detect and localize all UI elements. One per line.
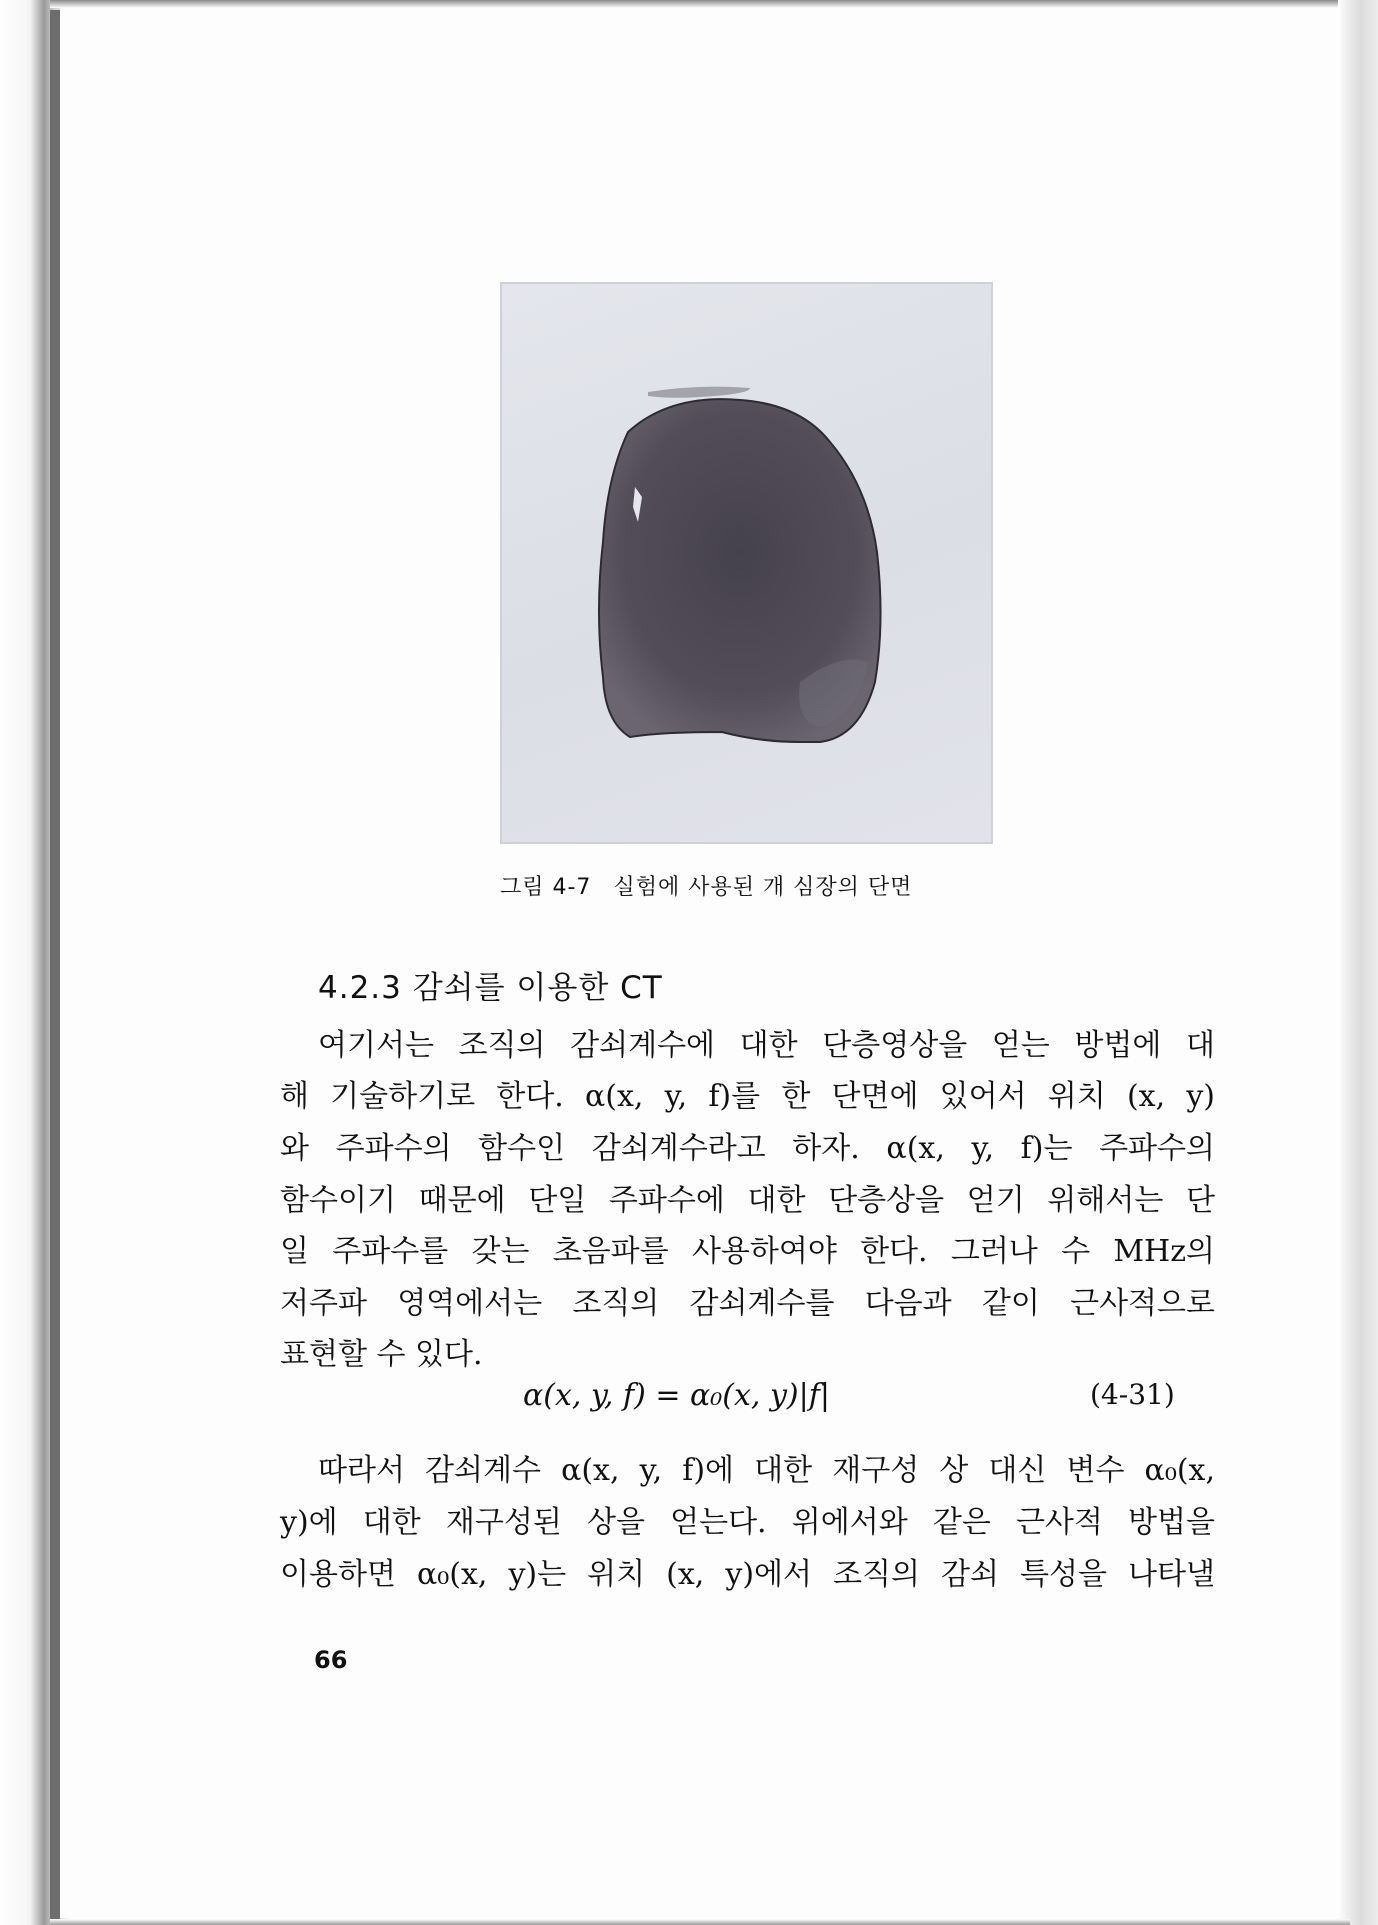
spine-edge — [50, 10, 60, 1920]
paragraph-line: 여기서는 조직의 감쇠계수에 대한 단층영상을 얻는 방법에 대 — [318, 1028, 1215, 1063]
paragraph-line: 이용하면 α₀(x, y)는 위치 (x, y)에서 조직의 감쇠 특성을 나타낼 — [280, 1557, 1215, 1592]
page-number: 66 — [314, 1646, 348, 1674]
paragraph-line: y)에 대한 재구성된 상을 얻는다. 위에서와 같은 근사적 방법을 — [280, 1505, 1215, 1540]
paragraph-line: 일 주파수를 갖는 초음파를 사용하여야 한다. 그러나 수 MHz의 — [280, 1234, 1215, 1269]
paragraph-line: 저주파 영역에서는 조직의 감쇠계수를 다음과 같이 근사적으로 — [280, 1286, 1215, 1321]
paragraph-line: 표현할 수 있다. — [280, 1337, 483, 1372]
page-right-edge — [1338, 0, 1378, 1925]
equation-number: (4-31) — [1090, 1378, 1175, 1411]
page-bottom-edge — [50, 1919, 1350, 1925]
figure-caption — [500, 870, 1000, 901]
heart-cross-section-photo — [500, 282, 993, 844]
page-top-edge — [50, 0, 1340, 8]
paragraph-line: 해 기술하기로 한다. α(x, y, f)를 한 단면에 있어서 위치 (x, y) — [280, 1079, 1215, 1114]
section-heading: 4.2.3 감쇠를 이용한 CT — [318, 970, 663, 1006]
paragraph-line: 함수이기 때문에 단일 주파수에 대한 단층상을 얻기 위해서는 단 — [280, 1183, 1215, 1218]
paragraph-line: 따라서 감쇠계수 α(x, y, f)에 대한 재구성 상 대신 변수 α₀(x, — [318, 1453, 1215, 1488]
heart-cross-section-image — [500, 282, 993, 844]
paragraph-line: 와 주파수의 함수인 감쇠계수라고 하자. α(x, y, f)는 주파수의 — [280, 1131, 1215, 1166]
figure-caption-text: 실험에 사용된 개 심장의 단면 — [613, 875, 913, 900]
figure-number: 그림 4-7 — [500, 875, 592, 900]
equation: α(x, y, f) = α₀(x, y)|f| — [523, 1378, 830, 1413]
